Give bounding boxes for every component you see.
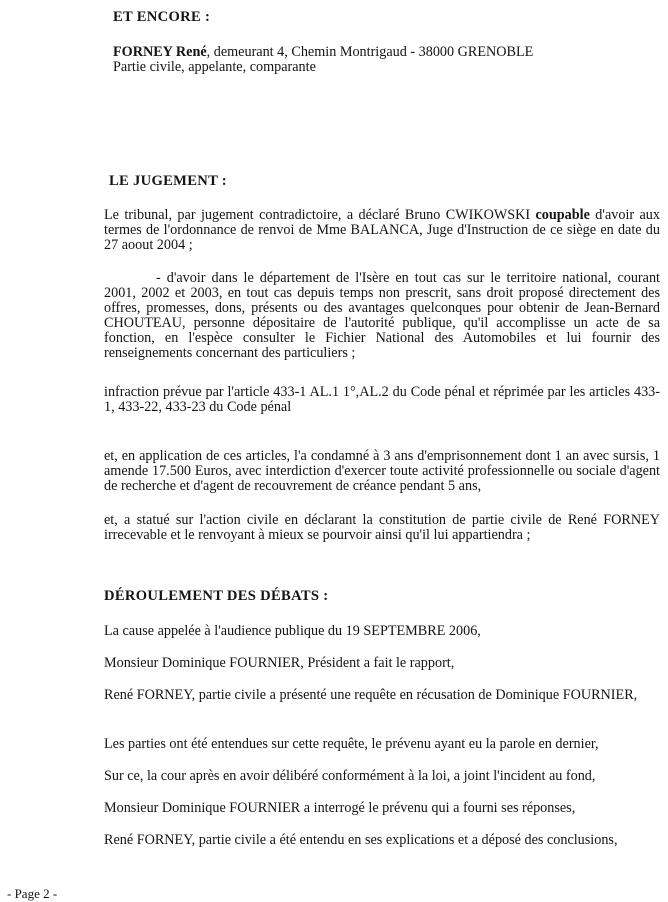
party-name: FORNEY René (113, 44, 207, 60)
jugement-p1-start: Le tribunal, par jugement contradictoire, a déclaré Bruno CWIKOWSKI (104, 207, 536, 223)
debats-paragraph-2: Monsieur Dominique FOURNIER, Président a fait le rapport, (104, 655, 455, 671)
page-number: - Page 2 - (7, 886, 58, 901)
jugement-paragraph-1 (104, 208, 660, 253)
jugement-p1-bold: coupable (535, 207, 590, 223)
debats-paragraph-4: Les parties ont été entendues sur cette requête, le prévenu ayant eu la parole en dernier, (104, 736, 599, 752)
jugement-paragraph-4: et, en application de ces articles, l'a condamné à 3 ans d'emprisonnement dont 1 an avec sursis, 1 amende 17.500 Euros, avec interdiction d'exercer toute activité professionnelle ou sociale d'agent de recherche et d'agent de recouvrement de créance pendant 5 ans, (104, 448, 660, 494)
party-address: , demeurant 4, Chemin Montrigaud - 38000 GRENOBLE (206, 44, 534, 60)
jugement-paragraph-5: et, a statué sur l'action civile en déclarant la constitution de partie civile de René FORNEY irrecevable et le renvoyant à mieux se pourvoir ainsi qu'il lui appartiendra ; (104, 512, 660, 543)
party-block (113, 45, 653, 75)
debats-paragraph-5: Sur ce, la cour après en avoir délibéré conformément à la loi, a joint l'incident au fond, (104, 768, 596, 784)
jugement-p1-end: d'avoir aux termes de l'ordonnance de renvoi de Mme BALANCA, Juge d'Instruction de ce siège en date du 27 aoout 2004 ; (104, 207, 660, 253)
party-status: Partie civile, appelante, comparante (113, 59, 316, 75)
heading-deroulement: DÉROULEMENT DES DÉBATS : (104, 588, 329, 604)
debats-paragraph-3: René FORNEY, partie civile a présenté une requête en récusation de Dominique FOURNIER, (104, 687, 638, 703)
debats-paragraph-1: La cause appelée à l'audience publique du 19 SEPTEMBRE 2006, (104, 623, 481, 639)
debats-paragraph-6: Monsieur Dominique FOURNIER a interrogé le prévenu qui a fourni ses réponses, (104, 800, 576, 816)
debats-paragraph-7: René FORNEY, partie civile a été entendu en ses explications et a déposé des conclusions, (104, 832, 618, 848)
heading-jugement: LE JUGEMENT : (109, 173, 227, 189)
jugement-paragraph-2 (104, 271, 660, 361)
jugement-paragraph-3: infraction prévue par l'article 433-1 AL.1 1°,AL.2 du Code pénal et réprimée par les articles 433-1, 433-22, 433-23 du Code pénal (104, 384, 660, 415)
jugement-p2-text: - d'avoir dans le département de l'Isère en tout cas sur le territoire national, courant 2001, 2002 et 2003, en tout cas depuis temps non prescrit, sans droit proposé directement des offres, promesses, dons, présents ou des avantages quelconques pour obtenir de Jean-Bernard CHOUTEAU, personne dépositaire de l'autorité publique, qu'il accomplisse un acte de sa fonction, en l'espèce consulter le Fichier National des Automobiles et lui fournir des renseignements concernant des particuliers ; (104, 270, 660, 361)
heading-et-encore: ET ENCORE : (113, 9, 211, 25)
